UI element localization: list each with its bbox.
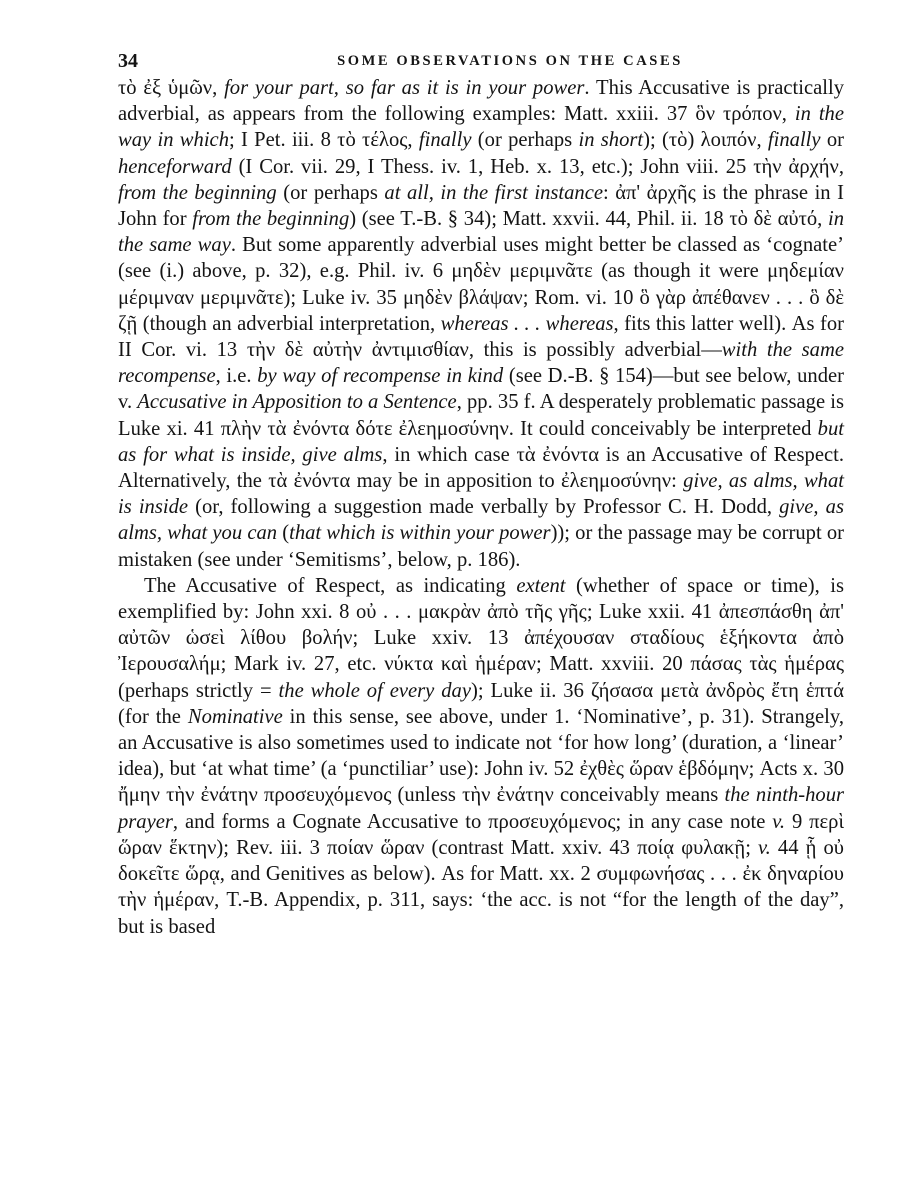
- italic-text-run: finally: [767, 129, 821, 152]
- italic-text-run: by way of recompense in kind: [257, 365, 504, 388]
- text-run: (or perhaps: [276, 181, 385, 204]
- text-run: The Accusative of Respect, as indicating: [144, 574, 517, 597]
- italic-text-run: give, as alms, what you can: [118, 496, 844, 545]
- italic-text-run: v.: [772, 810, 786, 833]
- text-run: , pp. 35 f. A desperately problematic passage is Luke xi. 41 πλὴν τὰ ἐνόντα δότε ἐλεημοσύνην. It could conceivably be interpreted: [118, 391, 844, 440]
- running-head: [118, 50, 844, 72]
- text-run: or: [820, 129, 844, 152]
- italic-text-run: whereas . . . whereas: [440, 312, 614, 335]
- text-run: . This Accusative is practically adverbial, as appears from the following examples: Matt. xxiii. 37 ὃν τρόπον,: [118, 77, 844, 126]
- body-paragraph: [118, 75, 844, 573]
- italic-text-run: extent: [516, 574, 566, 597]
- body-paragraph: [118, 573, 844, 940]
- text-run: (: [277, 522, 290, 545]
- italic-text-run: in the way in which: [118, 103, 844, 152]
- page-number: 34: [118, 50, 138, 72]
- text-run: , and forms a Cognate Accusative to προσευχόμενος; in any case note: [172, 810, 773, 833]
- italic-text-run: that which is within your power: [289, 522, 551, 545]
- italic-text-run: in the same way: [118, 208, 845, 257]
- italic-text-run: give, as alms, what is inside: [118, 470, 844, 519]
- italic-text-run: at all, in the first instance: [384, 181, 603, 204]
- running-title: SOME OBSERVATIONS ON THE CASES: [337, 53, 683, 69]
- text-run: (or, following a suggestion made verbally by Professor C. H. Dodd,: [188, 496, 780, 519]
- text-run: τὸ ἐξ ὑμῶν,: [118, 77, 225, 99]
- text-run: , i.e.: [215, 365, 258, 388]
- italic-text-run: finally: [418, 129, 472, 152]
- text-run: (I Cor. vii. 29, I Thess. iv. 1, Heb. x. 13, etc.); John viii. 25 τὴν ἀρχήν,: [231, 155, 844, 178]
- italic-text-run: but as for what is inside, give alms: [118, 417, 844, 466]
- italic-text-run: in short: [578, 129, 644, 152]
- text-run: )); or the passage may be corrupt or mistaken (see under ‘Semitisms’, below, p. 186).: [118, 522, 844, 571]
- text-run: ; I Pet. iii. 8 τὸ τέλος,: [229, 129, 419, 152]
- text-run: , fits this latter well). As for II Cor. vi. 13 τὴν δὲ αὐτὴν ἀντιμισθίαν, this is possibly adverbial—: [118, 312, 844, 362]
- italic-text-run: Nominative: [187, 705, 283, 728]
- italic-text-run: Accusative in Apposition to a Sentence: [137, 391, 457, 414]
- text-run: 44 ᾗ οὐ δοκεῖτε ὥρᾳ, and Genitives as below). As for Matt. xx. 2 συμφωνήσας . . . ἐκ δηναρίου τὴν ἡμέραν, T.-B. Appendix, p. 311, says: ‘the acc. is not “for the length of the day”, but is based: [118, 836, 844, 938]
- italic-text-run: the whole of every day: [278, 679, 471, 702]
- text-run: ) (see T.-B. § 34); Matt. xxvii. 44, Phil. ii. 18 τὸ δὲ αὐτό,: [349, 208, 828, 231]
- italic-text-run: henceforward: [118, 155, 232, 178]
- italic-text-run: from the beginning: [192, 208, 350, 231]
- text-run: , in which case τὰ ἐνόντα is an Accusative of Respect. Alternatively, the τὰ ἐνόντα may be in apposition to ἐλεημοσύνην:: [118, 443, 844, 493]
- text-run: (or perhaps: [471, 129, 579, 152]
- text-run: . But some apparently adverbial uses might better be classed as ‘cognate’ (see (i.) above, p. 32), e.g. Phil. iv. 6 μηδὲν μεριμνᾶτε (as though it were μηδεμίαν μέριμναν μεριμνᾶτε); Luke iv. 35 μηδὲν βλάψαν; Rom. vi. 10 ὃ γὰρ ἀπέθανεν . . . ὃ δὲ ζῇ (though an adverbial interpretation,: [118, 234, 845, 335]
- italic-text-run: from the beginning: [118, 181, 277, 204]
- text-run: 9 περὶ ὥραν ἕκτην); Rev. iii. 3 ποίαν ὥραν (contrast Matt. xxiv. 43 ποίᾳ φυλακῇ;: [118, 810, 844, 859]
- italic-text-run: the ninth-hour prayer: [118, 784, 844, 833]
- book-page: [118, 50, 844, 940]
- text-run: in this sense, see above, under 1. ‘Nominative’, p. 31). Strangely, an Accusative is also sometimes used to indicate not ‘for how long’ (duration, a ‘linear’ idea), but ‘at what time’ (a ‘punctiliar’ use): John iv. 52 ἐχθὲς ὥραν ἑβδόμην; Acts x. 30 ἤμην τὴν ἐνάτην προσευχόμενος (unless τὴν ἐνάτην conceivably means: [118, 705, 845, 807]
- italic-text-run: with the same recompense: [118, 339, 844, 388]
- text-run: (whether of space or time), is exemplified by: John xxi. 8 οὐ . . . μακρὰν ἀπὸ τῆς γῆς; Luke xxii. 41 ἀπεσπάσθη ἀπ' αὐτῶν ὡσεὶ λίθου βολήν; Luke xxiv. 13 ἀπέχουσαν σταδίους ἑξήκοντα ἀπὸ Ἰερουσαλήμ; Mark iv. 27, etc. νύκτα καὶ ἡμέραν; Matt. xxviii. 20 πάσας τὰς ἡμέρας (perhaps strictly =: [118, 574, 844, 702]
- italic-text-run: v.: [758, 836, 771, 859]
- text-run: : ἀπ' ἀρχῆς is the phrase in I John for: [118, 181, 844, 231]
- text-run: ); (τὸ) λοιπόν,: [643, 129, 768, 152]
- italic-text-run: for your part, so far as it is in your power: [224, 77, 585, 99]
- text-run: (see D.-B. § 154)—but see below, under v.: [118, 365, 844, 414]
- text-run: ); Luke ii. 36 ζήσασα μετὰ ἀνδρὸς ἔτη ἑπτά (for the: [118, 679, 844, 728]
